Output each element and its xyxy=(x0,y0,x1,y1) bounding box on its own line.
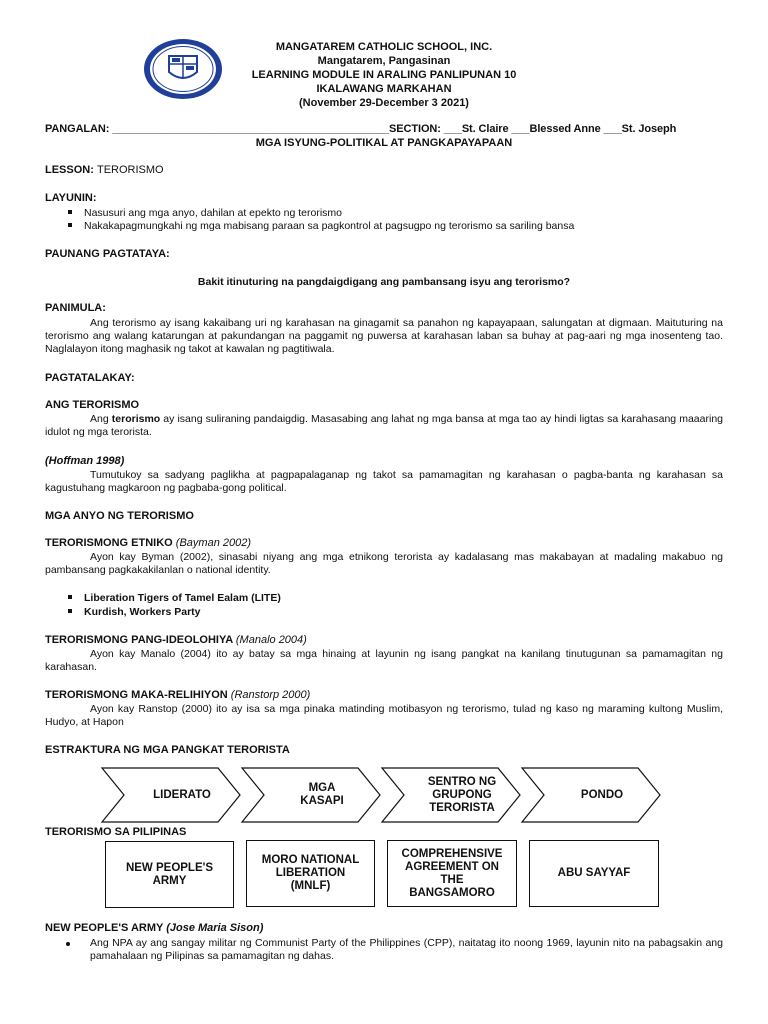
chevron-label-kasapi: MGA KASAPI xyxy=(300,782,344,807)
npa-heading: NEW PEOPLE'S ARMY (Jose Maria Sison) xyxy=(45,922,264,934)
lesson-value: TERORISMO xyxy=(96,164,164,176)
ideolohiya-text: Ayon kay Manalo (2004) ito ay batay sa mga hinaing at layunin ng isang pangkat na kanilang tinutugunan sa pamamagitan ng karahasan. xyxy=(45,648,723,673)
hoffman-text: Tumutukoy sa sadyang paglikha at pagpapalaganap ng takot sa pamamagitan ng karahasan o pagba-banta ng karahasan sa kagustuhang magkaroon ng pagbaba-gong political. xyxy=(45,469,723,494)
group-box-npa: NEW PEOPLE'S ARMY xyxy=(105,841,234,908)
npa-text-item: Ang NPA ay ang sangay militar ng Communist Party of the Philippines (CPP), naitatag ito noong 1969, layunin nito na pabagsakin ang pamahalaan ng Pilipinas sa pamamagitan ng dahas. xyxy=(66,937,723,963)
layunin-heading: LAYUNIN: xyxy=(45,192,97,204)
estraktura-heading: ESTRAKTURA NG MGA PANGKAT TERORISTA xyxy=(45,744,290,756)
npa-cite: (Jose Maria Sison) xyxy=(166,922,264,934)
ideolohiya-cite: (Manalo 2004) xyxy=(235,634,307,646)
bullet-icon xyxy=(68,609,72,613)
ang-terorismo-text: Ang terorismo ay isang suliraning pandaigdig. Masasabing ang lahat ng mga bansa at mga tao ay hindi ligtas sa karahasang maaaring idulot ng mga terorista. xyxy=(45,413,723,438)
list-item: Kurdish, Workers Party xyxy=(68,606,201,619)
panimula-heading: PANIMULA: xyxy=(45,302,106,314)
pilipinas-heading: TERORISMO SA PILIPINAS xyxy=(45,826,187,838)
topic-title: MGA ISYUNG-POLITIKAL AT PANGKAPAYAPAAN xyxy=(255,137,513,149)
module-dates: (November 29-December 3 2021) xyxy=(299,97,469,109)
bullet-icon xyxy=(68,210,72,214)
group-box-mnlf: MORO NATIONAL LIBERATION (MNLF) xyxy=(246,840,375,907)
hoffman-citation: (Hoffman 1998) xyxy=(45,455,125,467)
chevron-label-liderato: LIDERATO xyxy=(153,788,211,801)
pagtatalakay-heading: PAGTATALAKAY: xyxy=(45,372,135,384)
relihiyon-heading: TERORISMONG MAKA-RELIHIYON (Ranstorp 2000) xyxy=(45,689,311,701)
ang-terorismo-heading: ANG TERORISMO xyxy=(45,399,140,411)
list-item: Liberation Tigers of Tamel Ealam (LITE) xyxy=(68,592,281,605)
list-item: Nasusuri ang mga anyo, dahilan at epekto ng terorismo xyxy=(68,207,342,220)
bullet-icon xyxy=(66,942,70,946)
bullet-icon xyxy=(68,223,72,227)
chevron-label-pondo: PONDO xyxy=(580,788,624,801)
anyo-heading: MGA ANYO NG TERORISMO xyxy=(45,510,194,522)
bullet-icon xyxy=(68,595,72,599)
panimula-text: Ang terorismo ay isang kakaibang uri ng karahasan na ginagamit sa panahon ng kapayapaan, salungatan at digmaan. Maituturing na terorismo ang walang katarungan at pakundangan na paggamit ng puwersa at karahasan laban sa buhay at pag-aari ng mga inosenteng tao. Naglalayon itong maghasik ng takot at kawalan ng pagtitiwala. xyxy=(45,317,723,355)
module-title: LEARNING MODULE IN ARALING PANLIPUNAN 10 xyxy=(251,69,517,81)
relihiyon-text: Ayon kay Ranstop (2000) ito ay isa sa mga pinaka matinding motibasyon ng terorismo, tulad ng kaso ng maraming kultong Muslim, Hudyo, at Hapon xyxy=(45,703,723,728)
etniko-text: Ayon kay Byman (2002), sinasabi niyang ang mga etnikong terorista ay kadalasang mas makabayan at madaling makabuo ng pambansang pagkakakilanlan o national identity. xyxy=(45,551,723,576)
etniko-heading: TERORISMONG ETNIKO (Bayman 2002) xyxy=(45,537,252,549)
lesson-label: LESSON: xyxy=(45,164,94,176)
list-item: Nakakapagmungkahi ng mga mabisang paraan sa pagkontrol at pagsugpo ng terorismo sa sariling bansa xyxy=(68,220,574,233)
relihiyon-cite: (Ranstorp 2000) xyxy=(230,689,311,701)
lesson-line xyxy=(45,164,164,177)
school-name: MANGATAREM CATHOLIC SCHOOL, INC. xyxy=(275,41,493,53)
ideolohiya-heading: TERORISMONG PANG-IDEOLOHIYA (Manalo 2004) xyxy=(45,634,307,646)
etniko-cite: (Bayman 2002) xyxy=(175,537,252,549)
name-section-line: PANGALAN: ______________________________________________SECTION: ___St. Claire ___Blessed Anne ___St. Joseph xyxy=(45,123,677,135)
term-terorismo: terorismo xyxy=(111,413,161,425)
chevron-label-sentro: SENTRO NG GRUPONG TERORISTA xyxy=(427,775,497,814)
quarter: IKALAWANG MARKAHAN xyxy=(316,83,452,95)
paunang-heading: PAUNANG PAGTATAYA: xyxy=(45,248,170,260)
group-box-abu-sayyaf: ABU SAYYAF xyxy=(529,840,659,907)
group-box-bangsamoro: COMPREHENSIVE AGREEMENT ON THE BANGSAMORO xyxy=(387,840,517,907)
school-town: Mangatarem, Pangasinan xyxy=(317,55,451,67)
paunang-question: Bakit itinuturing na pangdaigdigang ang pambansang isyu ang terorismo? xyxy=(197,276,571,288)
